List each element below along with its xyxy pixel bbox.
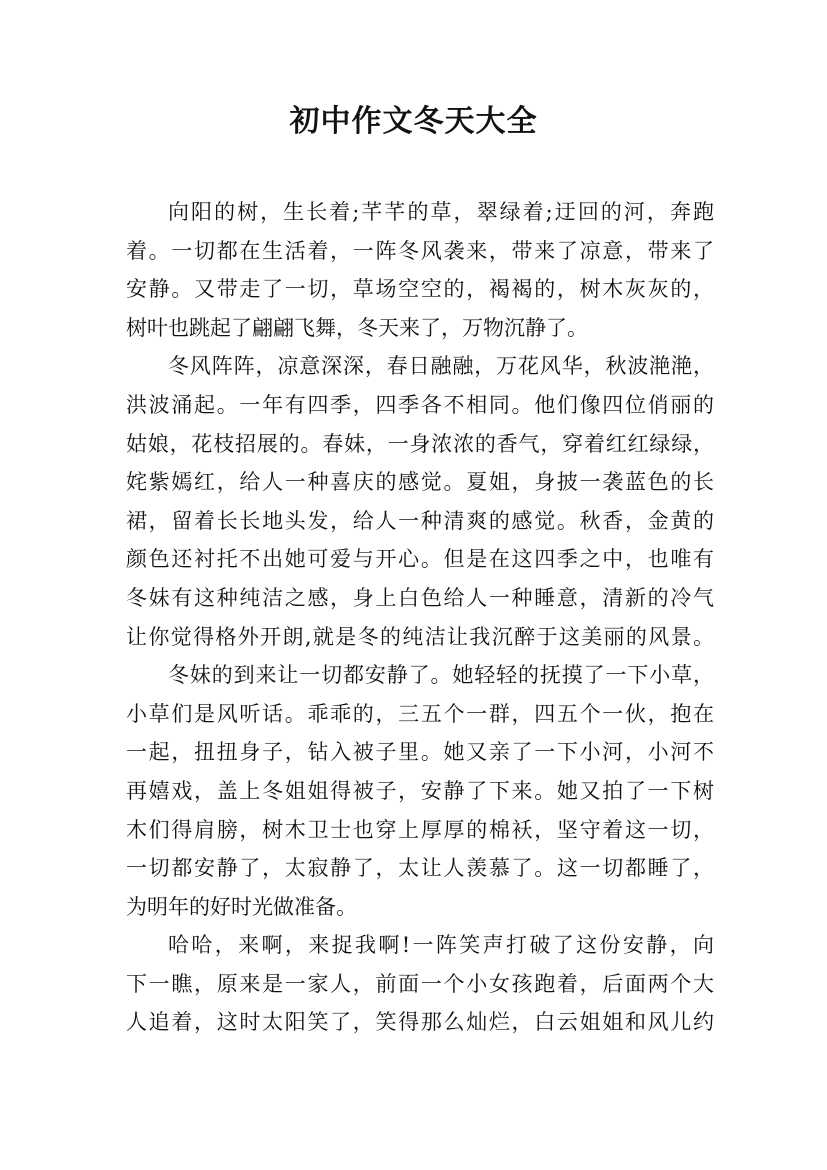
paragraph-3-line-7: 为明年的好时光做准备。 (126, 894, 357, 919)
paragraph-3-line-5: 木们得肩膀，树木卫士也穿上厚厚的棉袄，坚守着这一切， (126, 817, 714, 842)
paragraph-4-line-2: 下一瞧，原来是一家人，前面一个小女孩跑着，后面两个大 (126, 971, 714, 996)
paragraph-3-line-1: 冬妹的到来让一切都安静了。她轻轻的抚摸了一下小草， (168, 663, 714, 688)
paragraph-3-line-6: 一切都安静了，太寂静了，太让人羡慕了。这一切都睡了， (126, 856, 714, 881)
document-title: 初中作文冬天大全 (289, 104, 538, 139)
paragraph-2-line-7: 冬妹有这种纯洁之感，身上白色给人一种睡意，清新的冷气 (126, 585, 714, 610)
paragraph-1-line-2: 着。一切都在生活着，一阵冬风袭来，带来了凉意，带来了 (126, 238, 714, 263)
paragraph-2-line-3: 姑娘，花枝招展的。春妹，一身浓浓的香气，穿着红红绿绿， (126, 431, 714, 456)
paragraph-1-line-1: 向阳的树，生长着;芊芊的草，翠绿着;迂回的河，奔跑 (168, 200, 714, 224)
paragraph-1-line-4: 树叶也跳起了翩翩飞舞，冬天来了，万物沉静了。 (126, 315, 588, 340)
paragraph-2-line-6: 颜色还衬托不出她可爱与开心。但是在这四季之中，也唯有 (126, 547, 714, 572)
paragraph-2-line-2: 洪波涌起。一年有四季，四季各不相同。他们像四位俏丽的 (126, 392, 714, 417)
paragraph-2-line-1: 冬风阵阵，凉意深深，春日融融，万花风华，秋波滟滟， (168, 354, 714, 379)
paragraph-4-line-3: 人追着，这时太阳笑了，笑得那么灿烂，白云姐姐和风儿约 (126, 1010, 714, 1035)
paragraph-2-line-8: 让你觉得格外开朗,就是冬的纯洁让我沉醉于这美丽的风景。 (126, 624, 714, 649)
paragraph-4-line-1: 哈哈，来啊，来捉我啊!一阵笑声打破了这份安静，向 (168, 933, 714, 958)
document-body (126, 193, 714, 1042)
paragraph-2-line-4: 姹紫嫣红，给人一种喜庆的感觉。夏姐，身披一袭蓝色的长 (126, 470, 714, 495)
paragraph-2-line-5: 裙，留着长长地头发，给人一种清爽的感觉。秋香，金黄的 (126, 508, 714, 533)
paragraph-3-line-4: 再嬉戏，盖上冬姐姐得被子，安静了下来。她又拍了一下树 (126, 778, 714, 803)
paragraph-3-line-3: 一起，扭扭身子，钻入被子里。她又亲了一下小河，小河不 (126, 740, 714, 765)
paragraph-1-line-3: 安静。又带走了一切，草场空空的，褐褐的，树木灰灰的， (126, 277, 714, 302)
paragraph-3-line-2: 小草们是风听话。乖乖的，三五个一群，四五个一伙，抱在 (126, 701, 714, 726)
